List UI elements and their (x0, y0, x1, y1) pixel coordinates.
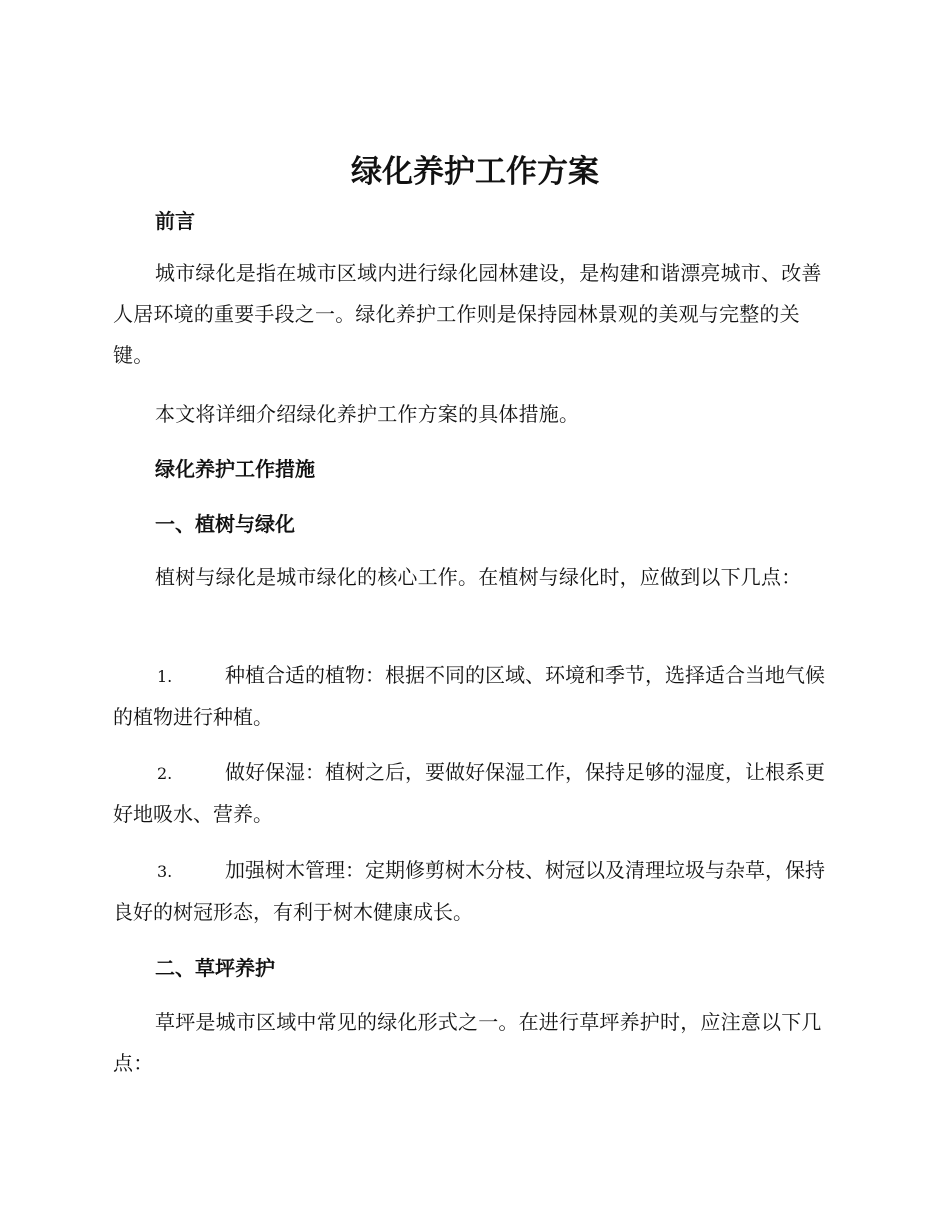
measures-heading: 绿化养护工作措施 (155, 457, 315, 481)
preface-heading: 前言 (155, 209, 195, 233)
list-item-text: 做好保湿：植树之后，要做好保湿工作，保持足够的湿度，让根系更好地吸水、营养。 (113, 760, 825, 826)
list-item-number: 1. (157, 667, 173, 686)
list-item-text: 加强树木管理：定期修剪树木分枝、树冠以及清理垃圾与杂草，保持良好的树冠形态，有利于树木健康成长。 (113, 858, 825, 924)
section-1-heading: 一、植树与绿化 (155, 512, 295, 536)
section-2-intro: 草坪是城市区域中常见的绿化形式之一。在进行草坪养护时，应注意以下几点： (113, 1010, 822, 1075)
section-1-intro: 植树与绿化是城市绿化的核心工作。在植树与绿化时，应做到以下几点： (155, 565, 802, 589)
list-item (113, 850, 837, 933)
list-item (113, 752, 837, 835)
list-item-text: 种植合适的植物：根据不同的区域、环境和季节，选择适合当地气候的植物进行种植。 (113, 663, 825, 729)
preface-paragraph-2: 本文将详细介绍绿化养护工作方案的具体措施。 (155, 402, 580, 426)
section-2-heading: 二、草坪养护 (155, 956, 275, 980)
preface-paragraph-1: 城市绿化是指在城市区域内进行绿化园林建设，是构建和谐漂亮城市、改善人居环境的重要手段之一。绿化养护工作则是保持园林景观的美观与完整的关键。 (113, 261, 822, 367)
list-item-number: 3. (157, 862, 173, 881)
document-title: 绿化养护工作方案 (351, 154, 599, 190)
list-item-number: 2. (157, 764, 173, 783)
list-item (113, 655, 837, 738)
